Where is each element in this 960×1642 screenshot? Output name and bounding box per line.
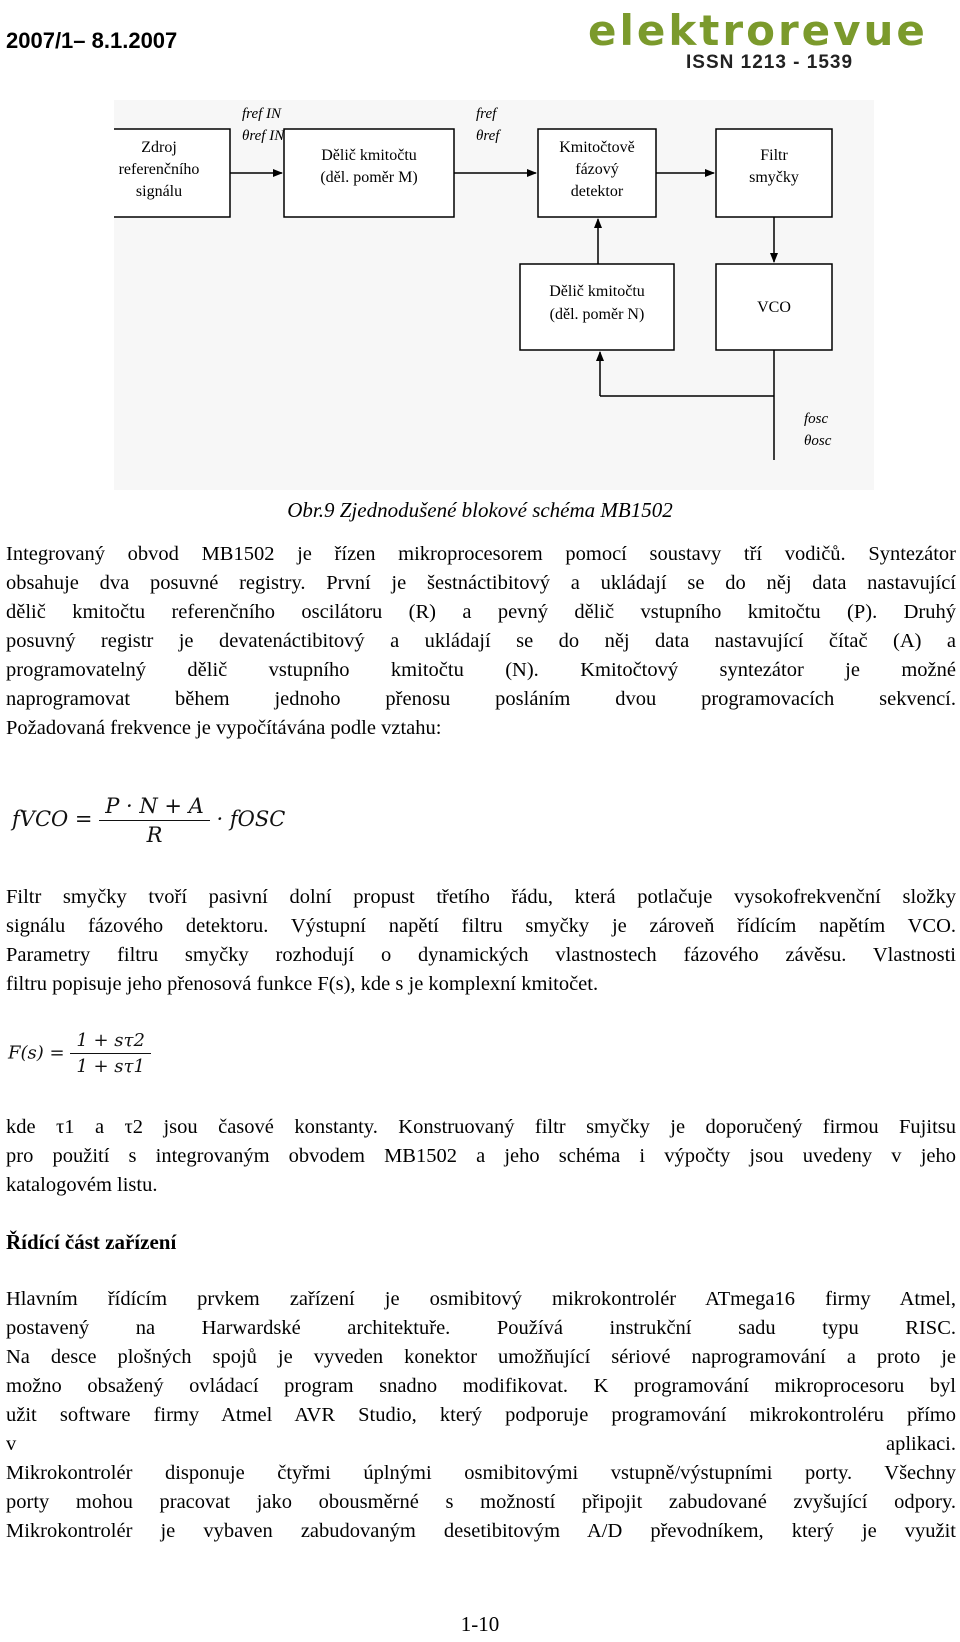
paragraph-line: Parametry filtru smyčky rozhodují o dynamických vlastnostech fázového závěsu. Vlastnosti xyxy=(6,944,956,966)
issue-date: 2007/1– 8.1.2007 xyxy=(6,28,178,53)
formula-fs-lhs: F(s) = xyxy=(8,1042,65,1064)
block-source-line3: signálu xyxy=(135,183,183,200)
signal-theta-ref-in: θref IN xyxy=(242,128,285,144)
signal-theta-ref: θref xyxy=(476,128,500,144)
block-vco-label: VCO xyxy=(757,299,791,316)
paragraph-line: obsahuje dva posuvné registry. První je šestnáctibitový a ukládají se do něj data nastavující xyxy=(6,572,956,594)
formula-fs-fraction xyxy=(70,1030,151,1077)
issn-label: ISSN 1213 - 1539 xyxy=(686,52,854,73)
paragraph-line: Na desce plošných spojů je vyveden konektor umožňující sériové naprogramování a proto je xyxy=(6,1346,956,1368)
block-source-line1: Zdroj xyxy=(141,139,177,156)
block-phase-detector-line2: fázový xyxy=(575,161,619,178)
formula-fvco-fraction xyxy=(99,794,210,847)
paragraph-line: signálu fázového detektoru. Výstupní napětí filtru smyčky je zároveň řídícím napětím VCO. xyxy=(6,915,956,937)
paragraph-line: dělič kmitočtu referenčního oscilátoru (R) a pevný dělič vstupního kmitočtu (P). Druhý xyxy=(6,601,956,623)
block-diagram xyxy=(114,100,874,490)
signal-f-osc: fosc xyxy=(804,411,829,427)
block-phase-detector-line1: Kmitočtově xyxy=(559,139,635,156)
block-divider-m-line1: Dělič kmitočtu xyxy=(321,147,417,164)
paragraph-line: postavený na Harwardské architektuře. Používá instrukční sadu typu RISC. xyxy=(6,1317,956,1339)
formula-fs xyxy=(8,1030,151,1077)
block-phase-detector-line3: detektor xyxy=(570,183,624,200)
paragraph-line: filtru popisuje jeho přenosová funkce F(s), kde s je komplexní kmitočet. xyxy=(6,973,599,995)
block-loop-filter-line2: smyčky xyxy=(749,169,799,186)
formula-fvco-lhs: fVCO = xyxy=(12,807,93,831)
formula-fvco-numerator: P · N + A xyxy=(99,794,210,821)
formula-fs-denominator: 1 + sτ1 xyxy=(76,1056,145,1077)
block-source-line2: referenčního xyxy=(118,161,200,178)
signal-f-ref-in: fref IN xyxy=(242,106,282,122)
paragraph-1 xyxy=(6,540,956,743)
formula-fvco-rhs: · fOSC xyxy=(216,807,286,831)
page-number: 1-10 xyxy=(460,1612,500,1636)
formula-fs-numerator: 1 + sτ2 xyxy=(70,1030,151,1054)
block-divider-n-line2: (děl. poměr N) xyxy=(549,306,645,323)
paragraph-line: v aplikaci. xyxy=(6,1433,956,1455)
paragraph-line: pro použití s integrovaným obvodem MB1502 a jeho schéma i výpočty jsou uvedeny v jeho xyxy=(6,1145,956,1167)
logo-wordmark: elektrorevue xyxy=(588,6,928,55)
paragraph-line: posuvný registr je devatenáctibitový a ukládají se do něj data nastavující čítač (A) a xyxy=(6,630,956,652)
paragraph-3 xyxy=(6,1113,956,1200)
paragraph-4 xyxy=(6,1285,956,1546)
formula-fvco-denominator: R xyxy=(146,823,163,847)
paragraph-line: katalogovém listu. xyxy=(6,1174,158,1196)
paragraph-line: užit software firmy Atmel AVR Studio, který podporuje programování mikrokontroléru přímo xyxy=(6,1404,956,1426)
paragraph-line: Filtr smyčky tvoří pasivní dolní propust třetího řádu, která potlačuje vysokofrekvenční složky xyxy=(6,886,956,908)
paragraph-line: porty mohou pracovat jako obousměrné s možností připojit zabudované zvyšující odpory. xyxy=(6,1491,956,1513)
paragraph-line: Mikrokontrolér disponuje čtyřmi úplnými osmibitovými vstupně/výstupními porty. Všechny xyxy=(6,1462,956,1484)
signal-f-ref: fref xyxy=(476,106,497,122)
paragraph-line: možno obsažený ovládací program snadno modifikovat. K programování mikroprocesoru byl xyxy=(6,1375,956,1397)
section-heading: Řídící část zařízení xyxy=(6,1230,177,1254)
paragraph-line: Požadovaná frekvence je vypočítávána podle vztahu: xyxy=(6,717,442,739)
paragraph-2 xyxy=(6,883,956,999)
signal-theta-osc: θosc xyxy=(804,433,832,449)
figure-caption: Obr.9 Zjednodušené blokové schéma MB1502 xyxy=(287,498,673,522)
block-divider-n-line1: Dělič kmitočtu xyxy=(549,283,645,300)
paragraph-line: Hlavním řídícím prvkem zařízení je osmibitový mikrokontrolér ATmega16 firmy Atmel, xyxy=(6,1288,956,1310)
paragraph-line: naprogramovat během jednoho přenosu posláním dvou programovacích sekvencí. xyxy=(6,688,956,710)
paragraph-line: programovatelný dělič vstupního kmitočtu (N). Kmitočtový syntezátor je možné xyxy=(6,659,956,681)
block-loop-filter-line1: Filtr xyxy=(760,147,788,164)
paragraph-line: Integrovaný obvod MB1502 je řízen mikroprocesorem pomocí soustavy tří vodičů. Syntezátor xyxy=(6,543,956,565)
paragraph-line: kde τ1 a τ2 jsou časové konstanty. Konstruovaný filtr smyčky je doporučený firmou Fujitsu xyxy=(6,1116,956,1138)
paragraph-line: Mikrokontrolér je vybaven zabudovaným desetibitovým A/D převodníkem, který je využit xyxy=(6,1520,956,1542)
formula-fvco xyxy=(12,794,285,847)
elektrorevue-logo xyxy=(588,6,958,74)
block-divider-m-line2: (děl. poměr M) xyxy=(320,169,418,186)
